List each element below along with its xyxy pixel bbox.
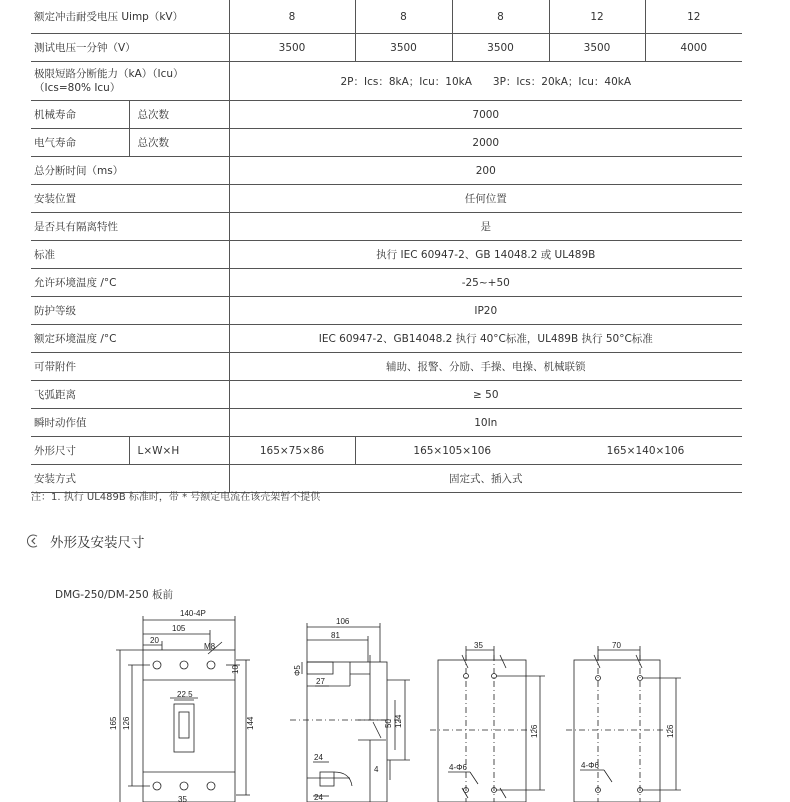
table-row xyxy=(31,129,742,157)
row-sublabel: 总次数 xyxy=(129,101,229,129)
dim-label: 126 xyxy=(530,724,539,738)
row-label: 是否具有隔离特性 xyxy=(31,213,229,241)
table-row xyxy=(31,241,742,269)
row-label: 电气寿命 xyxy=(31,129,129,157)
cell-value: 固定式、插入式 xyxy=(229,465,742,493)
dim-label: 10 xyxy=(231,665,240,674)
cell-value: IP20 xyxy=(229,297,742,325)
table-row xyxy=(31,0,742,34)
cell-value: 2P：Ics：8kA；Icu：10kA 3P：Ics：20kA；Icu：40kA xyxy=(229,62,742,101)
dim-label: 24 xyxy=(314,793,323,802)
row-label: 防护等级 xyxy=(31,297,229,325)
spec-table xyxy=(31,0,742,493)
cell-value: 4000 xyxy=(645,34,742,62)
cell-value: 200 xyxy=(229,157,742,185)
cell-value: 2000 xyxy=(229,129,742,157)
dim-label: 144 xyxy=(246,716,255,730)
cell-value: ≥ 50 xyxy=(229,381,742,409)
table-footnote: 注：1. 执行 UL489B 标准时，带 * 号额定电流在该壳架暂不提供 xyxy=(31,492,321,503)
dim-label: 35 xyxy=(178,795,187,802)
dim-label: 165 xyxy=(109,716,118,730)
row-label: 可带附件 xyxy=(31,353,229,381)
row-label: 测试电压一分钟（V） xyxy=(31,34,229,62)
dim-label: 70 xyxy=(612,641,621,650)
table-row xyxy=(31,185,742,213)
row-label: 飞弧距离 xyxy=(31,381,229,409)
mount-2p-view xyxy=(566,646,681,802)
dim-label: 105 xyxy=(172,624,186,633)
cell-value: 8 xyxy=(355,0,452,34)
row-label: 瞬时动作值 xyxy=(31,409,229,437)
row-label: 外形尺寸 xyxy=(31,437,129,465)
table-row xyxy=(31,409,742,437)
table-row xyxy=(31,437,742,465)
table-row xyxy=(31,213,742,241)
cell-value: -25~+50 xyxy=(229,269,742,297)
dim-label: 126 xyxy=(122,716,131,730)
row-label: 极限短路分断能力（kA）（Icu）（Ics=80% Icu） xyxy=(31,62,229,101)
cell-value: IEC 60947-2、GB14048.2 执行 40°C标准，UL489B 执行 50°C标准 xyxy=(229,325,742,353)
table-row xyxy=(31,157,742,185)
front-view xyxy=(116,616,250,802)
cell-value: 执行 IEC 60947-2、GB 14048.2 或 UL489B xyxy=(229,241,742,269)
cell-value: 165×105×106 xyxy=(355,437,549,465)
figure-caption: DMG-250/DM-250 板前 xyxy=(55,589,173,601)
cell-value: 辅助、报警、分励、手操、电操、机械联锁 xyxy=(229,353,742,381)
dim-label: 27 xyxy=(316,677,325,686)
dim-label: 22.5 xyxy=(177,690,193,699)
row-label: 额定冲击耐受电压 Uimp（kV） xyxy=(31,0,229,34)
dim-label: 4-Φ6 xyxy=(449,763,467,772)
mount-3p-view xyxy=(430,646,545,802)
table-row xyxy=(31,34,742,62)
cell-value: 3500 xyxy=(549,34,645,62)
row-label: 机械寿命 xyxy=(31,101,129,129)
cell-value: 12 xyxy=(549,0,645,34)
row-label: 允许环境温度 /°C xyxy=(31,269,229,297)
table-row xyxy=(31,381,742,409)
dim-label: 4-Φ6 xyxy=(581,761,599,770)
chevron-circle-icon xyxy=(27,534,41,548)
dim-label: 126 xyxy=(666,724,675,738)
table-row xyxy=(31,353,742,381)
table-row xyxy=(31,269,742,297)
cell-value: 3500 xyxy=(229,34,355,62)
row-label: 标准 xyxy=(31,241,229,269)
cell-value: 8 xyxy=(229,0,355,34)
dim-label: 140-4P xyxy=(180,609,206,618)
table-row xyxy=(31,101,742,129)
dim-label: 81 xyxy=(331,631,340,640)
cell-value: 10In xyxy=(229,409,742,437)
dim-label: 35 xyxy=(474,641,483,650)
dimension-drawing xyxy=(0,600,790,802)
dim-label: M8 xyxy=(204,642,216,651)
dim-label: Φ5 xyxy=(293,665,302,676)
cell-value: 165×140×106 xyxy=(549,437,742,465)
section-heading xyxy=(27,531,145,551)
dim-label: 20 xyxy=(150,636,159,645)
cell-value: 7000 xyxy=(229,101,742,129)
side-view xyxy=(290,623,410,802)
section-title: 外形及安装尺寸 xyxy=(50,535,145,551)
cell-value: 3500 xyxy=(355,34,452,62)
row-label: 安装位置 xyxy=(31,185,229,213)
cell-value: 8 xyxy=(452,0,549,34)
cell-value: 12 xyxy=(645,0,742,34)
row-sublabel: L×W×H xyxy=(129,437,229,465)
table-row xyxy=(31,297,742,325)
row-sublabel: 总次数 xyxy=(129,129,229,157)
dim-label: 4 xyxy=(374,765,379,774)
table-row xyxy=(31,62,742,101)
cell-value: 任何位置 xyxy=(229,185,742,213)
table-row xyxy=(31,325,742,353)
cell-value: 165×75×86 xyxy=(229,437,355,465)
row-label: 总分断时间（ms） xyxy=(31,157,229,185)
cell-value: 是 xyxy=(229,213,742,241)
dim-label: 50 xyxy=(384,719,393,728)
dim-label: 106 xyxy=(336,617,350,626)
row-label: 安装方式 xyxy=(31,465,229,493)
dim-label: 124 xyxy=(394,714,403,728)
row-label: 额定环境温度 /°C xyxy=(31,325,229,353)
dim-label: 24 xyxy=(314,753,323,762)
cell-value: 3500 xyxy=(452,34,549,62)
